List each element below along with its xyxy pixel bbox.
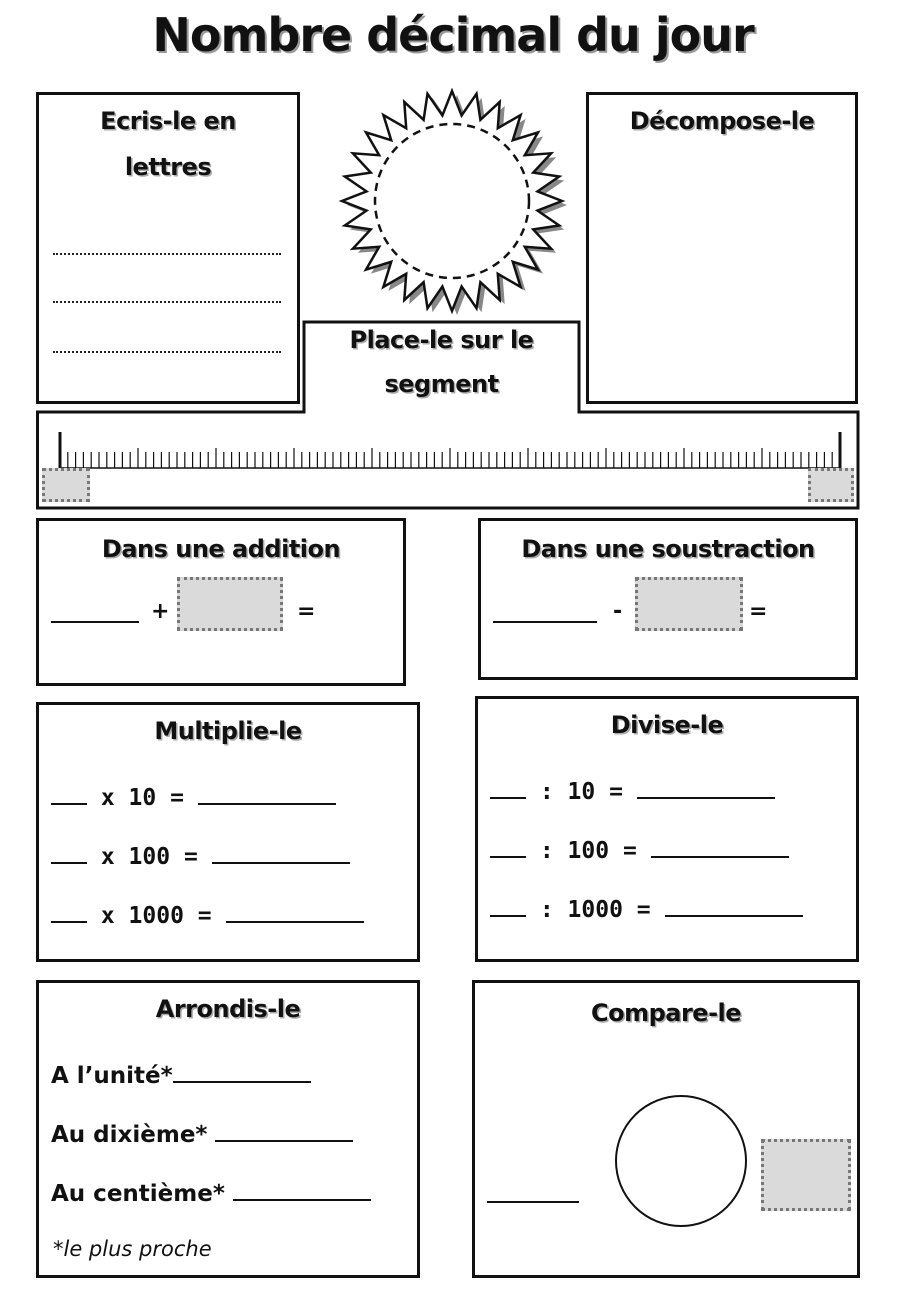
segment-heading-1: Place-le sur le — [349, 326, 534, 354]
divide-op-1: : 10 = — [539, 779, 623, 805]
multiply-op-3: x 1000 = — [100, 903, 212, 929]
multiply-op-1: x 10 = — [100, 785, 184, 811]
addition-operator: + — [151, 599, 170, 624]
round-blank-2[interactable] — [215, 1118, 353, 1142]
number-line-ruler[interactable] — [36, 420, 860, 480]
divide-op-2: : 100 = — [539, 838, 637, 864]
round-row-1 — [51, 1059, 311, 1089]
compare-circle[interactable] — [615, 1095, 747, 1227]
addition-box-operand[interactable] — [177, 577, 283, 631]
divide-box — [475, 696, 859, 962]
multiply-blank-1b[interactable] — [198, 781, 336, 805]
page-title: Nombre décimal du jour — [152, 8, 754, 62]
multiply-row-2 — [51, 840, 350, 870]
decompose-heading: Décompose-le — [629, 107, 815, 135]
multiply-op-2: x 100 = — [100, 844, 198, 870]
divide-blank-1b[interactable] — [637, 775, 775, 799]
divide-row-2 — [490, 834, 789, 864]
subtraction-equals: = — [749, 599, 768, 624]
subtraction-heading: Dans une soustraction — [521, 535, 815, 563]
divide-blank-2a[interactable] — [490, 834, 526, 858]
segment-section — [36, 320, 860, 510]
round-label-2: Au dixième* — [51, 1122, 208, 1148]
sun-inner-circle — [375, 124, 529, 278]
subtraction-box — [478, 518, 858, 680]
divide-blank-2b[interactable] — [651, 834, 789, 858]
addition-blank-left[interactable] — [51, 621, 139, 623]
segment-heading-2: segment — [384, 370, 499, 398]
multiply-blank-2b[interactable] — [212, 840, 350, 864]
subtraction-box-operand[interactable] — [635, 577, 743, 631]
segment-start-box[interactable] — [42, 468, 90, 502]
letters-line-2[interactable] — [53, 301, 281, 303]
divide-blank-1a[interactable] — [490, 775, 526, 799]
round-blank-1[interactable] — [173, 1059, 311, 1083]
divide-blank-3a[interactable] — [490, 893, 526, 917]
multiply-blank-3a[interactable] — [51, 899, 87, 923]
round-box — [36, 980, 420, 1278]
letters-line-1[interactable] — [53, 253, 281, 255]
divide-heading: Divise-le — [610, 711, 724, 739]
write-in-letters-heading-1: Ecris-le en — [100, 107, 236, 135]
multiply-box — [36, 702, 420, 962]
compare-blank[interactable] — [487, 1201, 579, 1203]
divide-row-1 — [490, 775, 775, 805]
multiply-blank-2a[interactable] — [51, 840, 87, 864]
addition-equals: = — [297, 599, 316, 624]
round-row-3 — [51, 1177, 371, 1207]
round-blank-3[interactable] — [233, 1177, 371, 1201]
multiply-row-3 — [51, 899, 364, 929]
compare-box — [472, 980, 860, 1278]
multiply-blank-1a[interactable] — [51, 781, 87, 805]
addition-heading: Dans une addition — [101, 535, 341, 563]
sun-number-frame[interactable] — [330, 88, 580, 318]
subtraction-operator: - — [613, 599, 623, 624]
divide-blank-3b[interactable] — [665, 893, 803, 917]
subtraction-blank-left[interactable] — [493, 621, 597, 623]
write-in-letters-heading-2: lettres — [124, 153, 212, 181]
compare-box-value[interactable] — [761, 1139, 851, 1211]
round-note: *le plus proche — [53, 1237, 212, 1261]
round-label-3: Au centième* — [51, 1181, 225, 1207]
divide-op-3: : 1000 = — [539, 897, 651, 923]
round-label-1: A l’unité* — [51, 1063, 173, 1089]
round-heading: Arrondis-le — [155, 995, 301, 1023]
segment-end-box[interactable] — [808, 468, 854, 502]
divide-row-3 — [490, 893, 803, 923]
compare-heading: Compare-le — [590, 999, 742, 1027]
multiply-row-1 — [51, 781, 336, 811]
multiply-heading: Multiplie-le — [154, 717, 302, 745]
multiply-blank-3b[interactable] — [226, 899, 364, 923]
round-row-2 — [51, 1118, 353, 1148]
addition-box — [36, 518, 406, 686]
